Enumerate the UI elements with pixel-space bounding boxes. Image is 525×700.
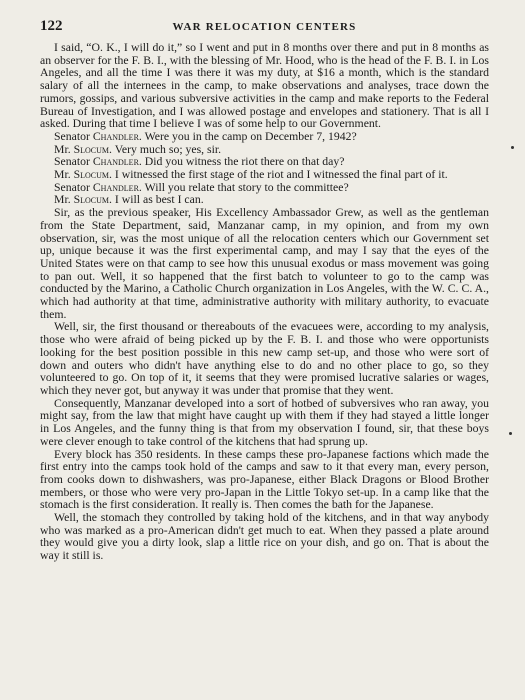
body-text — [40, 42, 489, 563]
testimony-line: Mr. Slocum. I will as best I can. — [54, 193, 204, 207]
testimony-line: Senator Chandler. Were you in the camp on December 7, 1942? — [54, 129, 357, 143]
paragraph: Consequently, Manzanar developed into a sort of hotbed of subversives who ran away, you might say, from the law that might have caught up with them if they had stayed a little longer in Los Angeles, and the funny thing is that from my observation I found, sir, that these boys were clever enough to take control of the kitchens that had sprung up. — [40, 396, 489, 448]
paragraph: Sir, as the previous speaker, His Excellency Ambassador Grew, as well as the gentleman from the State Department, said, Manzanar camp, in my opinion, and from my own observation, sir, was the most unique of all the relocation centers which our Government set up, unique because it was the first experimental camp, and may I say that the eyes of the United States were on that camp to see how this unusual exodus or mass movement was going to pan out. Well, it so happened that the first batch to volunteer to go to the camp was conducted by the Marino, a Catholic Church organization in Los Angeles, with the W. C. C. A., which had authority at that time, administrative authority with military authority, to evacuate them. — [40, 206, 489, 321]
testimony-line: Senator Chandler. Did you witness the riot there on that day? — [54, 155, 345, 169]
speaker-name: Chandler — [92, 129, 139, 143]
paragraph: I said, “O. K., I will do it,” so I went and put in 8 months over there and put in 8 months as an observer for the F. B. I., with the blessing of Mr. Hood, who is the head of the F. B. I. in Los Angeles, and all the time I was there it was my duty, at $16 a month, which is the standard salary of all the internees in the camp, to make observations and analyses, trace down the rumors, gossips, and various subversive activities in the camp and make reports to the Federal Bureau of Investigation, and I was allowed postage and envelopes and stationery. That is all I asked. During that time I believe I was of some help to our Government. — [40, 41, 489, 131]
running-head: WAR RELOCATION CENTERS — [172, 21, 357, 33]
testimony-line: Senator Chandler. Will you relate that story to the committee? — [54, 180, 349, 194]
speaker-name: Slocum — [73, 193, 110, 207]
testimony-line: Mr. Slocum. I witnessed the first stage of the riot and I witnessed the final part of it. — [54, 168, 448, 182]
paragraph: Every block has 350 residents. In these camps these pro-Japanese factions which made the first entry into the camps took hold of the camps and saw to it that every man, every person, from cooks down to dishwashers, was pro-Japanese, either Black Dragons or Blood Brother members, or those who were very pro-Japan in the Little Tokyo set-up. In a camp like that the stomach is the first consideration. It really is. Then comes the bath for the Japanese. — [40, 447, 489, 512]
scan-speck — [509, 432, 512, 435]
speaker-name: Slocum — [73, 142, 110, 156]
speaker-name: Slocum — [73, 168, 110, 182]
testimony-line: Mr. Slocum. Very much so; yes, sir. — [54, 142, 222, 156]
page-number: 122 — [40, 18, 63, 34]
speaker-name: Chandler — [92, 155, 139, 169]
paragraph: Well, sir, the first thousand or thereabouts of the evacuees were, according to my analysis, those who were afraid of being picked up by the F. B. I. and those who were opportunists looking for the best position possible in this new camp set-up, and those who were sort of down and outers who didn't have anything else to do and no other place to go, so they volunteered to go. On top of it, it seems that they were promised lucrative salaries or wages, which they never got, but anyway it was under that promise that they went. — [40, 320, 489, 397]
speaker-name: Chandler — [92, 180, 139, 194]
page-header — [40, 18, 489, 40]
scan-speck — [511, 146, 514, 149]
paragraph: Well, the stomach they controlled by taking hold of the kitchens, and in that way anybody who was marked as a pro-American didn't get much to eat. When they passed a plate around they would give you a dirty look, slap a little rice on your dish, and go on. That is about the way it still is. — [40, 511, 489, 563]
